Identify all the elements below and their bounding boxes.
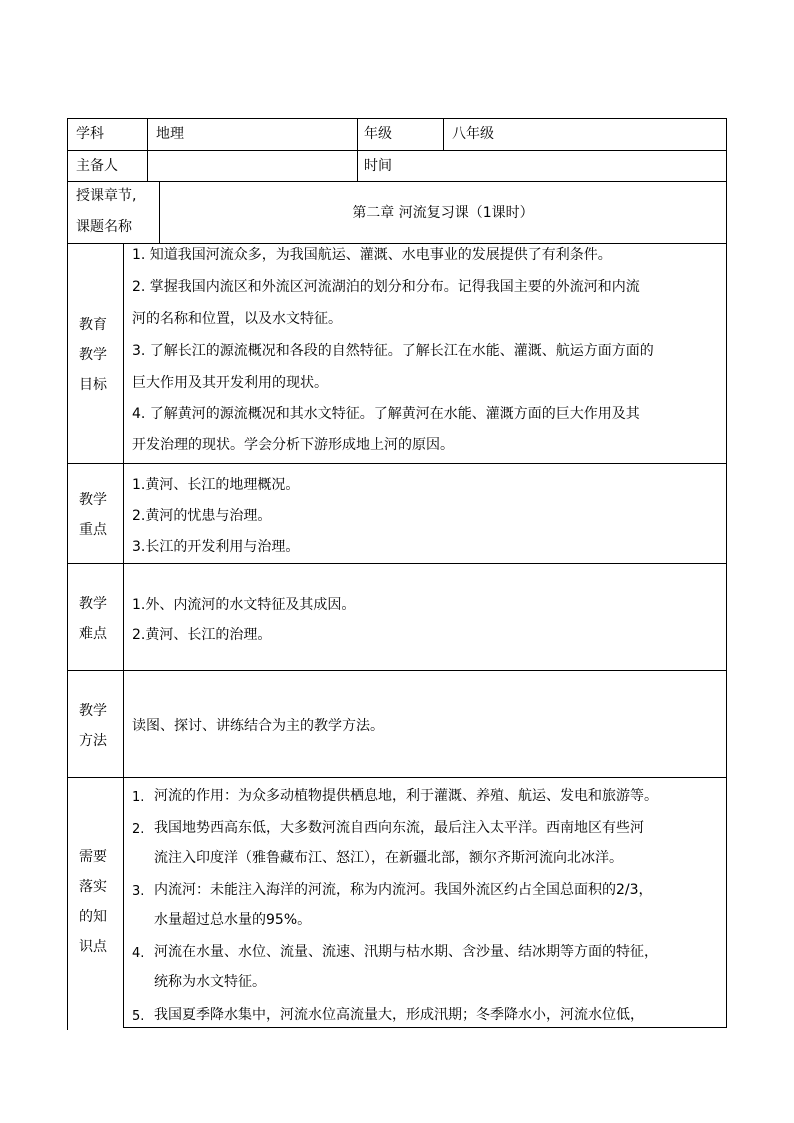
- knowledge-item-line: 内流河：未能注入海洋的河流，称为内流河。我国外流区约占全国总面积的2/3，: [154, 882, 653, 898]
- grid-line: [67, 670, 727, 671]
- knowledge-label-line: 的知: [79, 909, 107, 925]
- goal-line: 巨大作用及其开发利用的现状。: [132, 375, 328, 391]
- grid-line: [67, 243, 727, 244]
- knowledge-item-line: 统称为水文特征。: [154, 974, 266, 990]
- difficulties-label-line: 难点: [79, 626, 107, 642]
- subject-label: 学科: [76, 126, 104, 142]
- chapter-label-line1: 授课章节,: [76, 188, 137, 204]
- knowledge-item-number: 3.: [132, 884, 145, 899]
- key-points-label-line: 教学: [79, 492, 107, 508]
- goal-line: 4. 了解黄河的源流概况和其水文特征。了解黄河在水能、灌溉方面的巨大作用及其: [132, 406, 640, 422]
- goal-line: 开发治理的现状。学会分析下游形成地上河的原因。: [132, 437, 454, 453]
- grid-line: [67, 777, 727, 778]
- grid-line: [443, 118, 444, 150]
- preparer-label: 主备人: [76, 158, 118, 174]
- subject-value: 地理: [156, 126, 184, 142]
- grid-line: [67, 118, 727, 119]
- key-point-line: 1.黄河、长江的地理概况。: [132, 477, 300, 493]
- goal-line: 1. 知道我国河流众多，为我国航运、灌溉、水电事业的发展提供了有利条件。: [132, 247, 612, 263]
- knowledge-item-number: 2.: [132, 822, 145, 837]
- knowledge-label-line: 落实: [79, 879, 107, 895]
- methods-content: 读图、探讨、讲练结合为主的教学方法。: [132, 718, 384, 734]
- goals-label-line: 目标: [79, 377, 107, 393]
- goals-label-line: 教育: [79, 317, 107, 333]
- grid-line: [67, 563, 727, 564]
- grid-line: [67, 181, 727, 182]
- knowledge-item-line: 河流在水量、水位、流量、流速、汛期与枯水期、含沙量、结冰期等方面的特征，: [154, 944, 658, 960]
- key-point-line: 3.长江的开发利用与治理。: [132, 539, 300, 555]
- knowledge-item-line: 流注入印度洋（雅鲁藏布江、怒江），在新疆北部，额尔齐斯河流向北冰洋。: [154, 850, 623, 866]
- difficulties-label-line: 教学: [79, 596, 107, 612]
- grid-line: [726, 118, 727, 1028]
- knowledge-label-line: 识点: [79, 939, 107, 955]
- goal-line: 河的名称和位置，以及水文特征。: [132, 311, 342, 327]
- key-points-label-line: 重点: [79, 522, 107, 538]
- knowledge-item-line: 河流的作用：为众多动植物提供栖息地，利于灌溉、养殖、航运、发电和旅游等。: [154, 788, 658, 804]
- grid-line: [123, 1027, 727, 1028]
- grid-line: [357, 118, 358, 181]
- grid-line: [147, 118, 148, 181]
- grid-line: [67, 463, 727, 464]
- goals-label-line: 教学: [79, 347, 107, 363]
- difficulty-line: 2.黄河、长江的治理。: [132, 627, 272, 643]
- time-label: 时间: [364, 158, 392, 174]
- knowledge-item-number: 5.: [132, 1009, 145, 1024]
- chapter-value: 第二章 河流复习课（1课时）: [352, 205, 534, 221]
- knowledge-item-number: 1.: [132, 790, 145, 805]
- goal-line: 3. 了解长江的源流概况和各段的自然特征。了解长江在水能、灌溉、航运方面方面的: [132, 343, 654, 359]
- knowledge-label-line: 需要: [79, 849, 107, 865]
- chapter-label-line2: 课题名称: [76, 219, 132, 235]
- difficulty-line: 1.外、内流河的水文特征及其成因。: [132, 597, 356, 613]
- grade-value: 八年级: [452, 126, 494, 142]
- grid-line: [123, 243, 124, 1028]
- grid-line: [67, 118, 68, 1030]
- grade-label: 年级: [364, 126, 392, 142]
- knowledge-item-line: 我国夏季降水集中，河流水位高流量大，形成汛期；冬季降水小，河流水位低，: [154, 1007, 644, 1023]
- methods-label-line: 方法: [79, 733, 107, 749]
- methods-label-line: 教学: [79, 703, 107, 719]
- goal-line: 2. 掌握我国内流区和外流区河流湖泊的划分和分布。记得我国主要的外流河和内流: [132, 279, 640, 295]
- key-point-line: 2.黄河的忧患与治理。: [132, 508, 272, 524]
- knowledge-item-line: 水量超过总水量的95%。: [154, 912, 312, 928]
- grid-line: [67, 150, 727, 151]
- knowledge-item-line: 我国地势西高东低，大多数河流自西向东流，最后注入太平洋。西南地区有些河: [154, 820, 644, 836]
- knowledge-item-number: 4.: [132, 946, 145, 961]
